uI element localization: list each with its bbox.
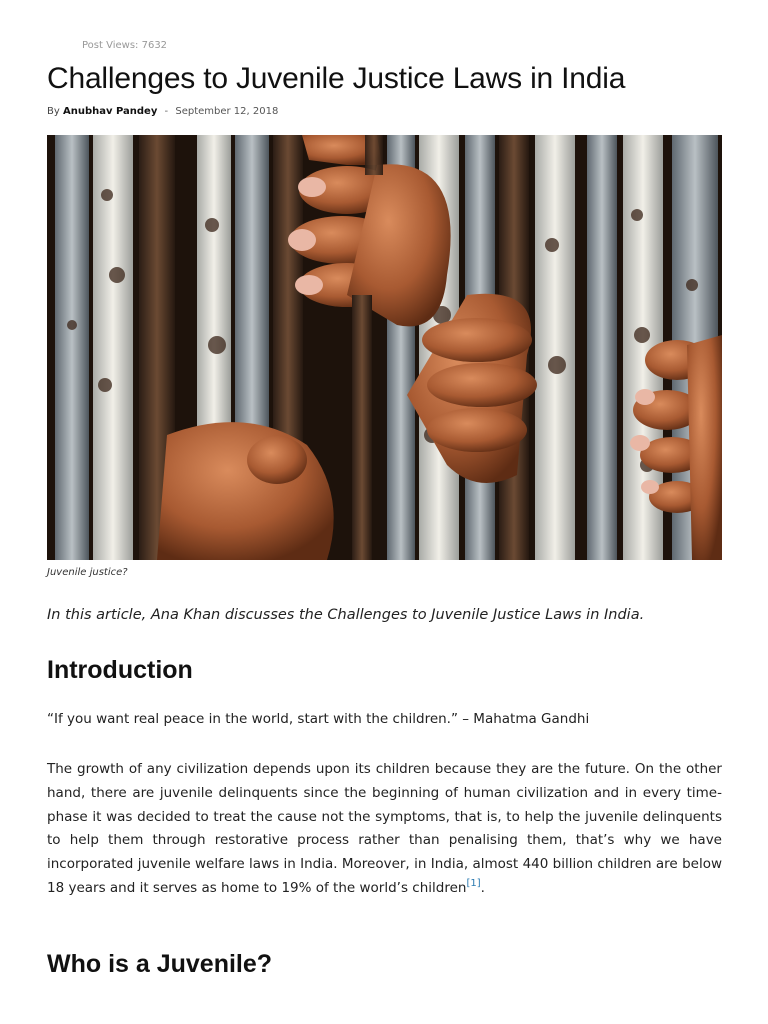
section-heading-introduction: Introduction	[47, 656, 193, 684]
byline-separator: -	[164, 106, 169, 117]
post-views: Post Views: 7632	[82, 40, 168, 51]
footnote-link[interactable]: [1]	[466, 877, 481, 889]
gandhi-quote: “If you want real peace in the world, start with the children.” – Mahatma Gandhi	[47, 711, 590, 727]
featured-image	[47, 135, 722, 560]
byline	[47, 106, 278, 117]
paragraph-end: .	[480, 879, 485, 896]
section-heading-who-is-juvenile: Who is a Juvenile?	[47, 950, 273, 978]
by-label: By	[47, 106, 60, 117]
prison-bars-hands-illustration	[47, 135, 722, 560]
article-lead: In this article, Ana Khan discusses the Challenges to Juvenile Justice Laws in India.	[47, 607, 645, 623]
image-caption: Juvenile justice?	[47, 567, 128, 578]
publish-date: September 12, 2018	[175, 106, 279, 117]
article-title: Challenges to Juvenile Justice Laws in India	[47, 62, 626, 95]
intro-paragraph	[47, 758, 722, 901]
intro-paragraph-text: The growth of any civilization depends upon its children because they are the future. On the other hand, there are juvenile delinquents since the beginning of human civilization and in every time-phase it was decided to treat the cause not the symptoms, that is, to help the juvenile delinquents to help them through restorative process rather than penalising them, that’s why we have incorporated juvenile welfare laws in India. Moreover, in India, almost 440 billion children are below 18 years and it serves as home to 19% of the world’s children	[47, 761, 722, 896]
author-link[interactable]: Anubhav Pandey	[62, 106, 158, 117]
